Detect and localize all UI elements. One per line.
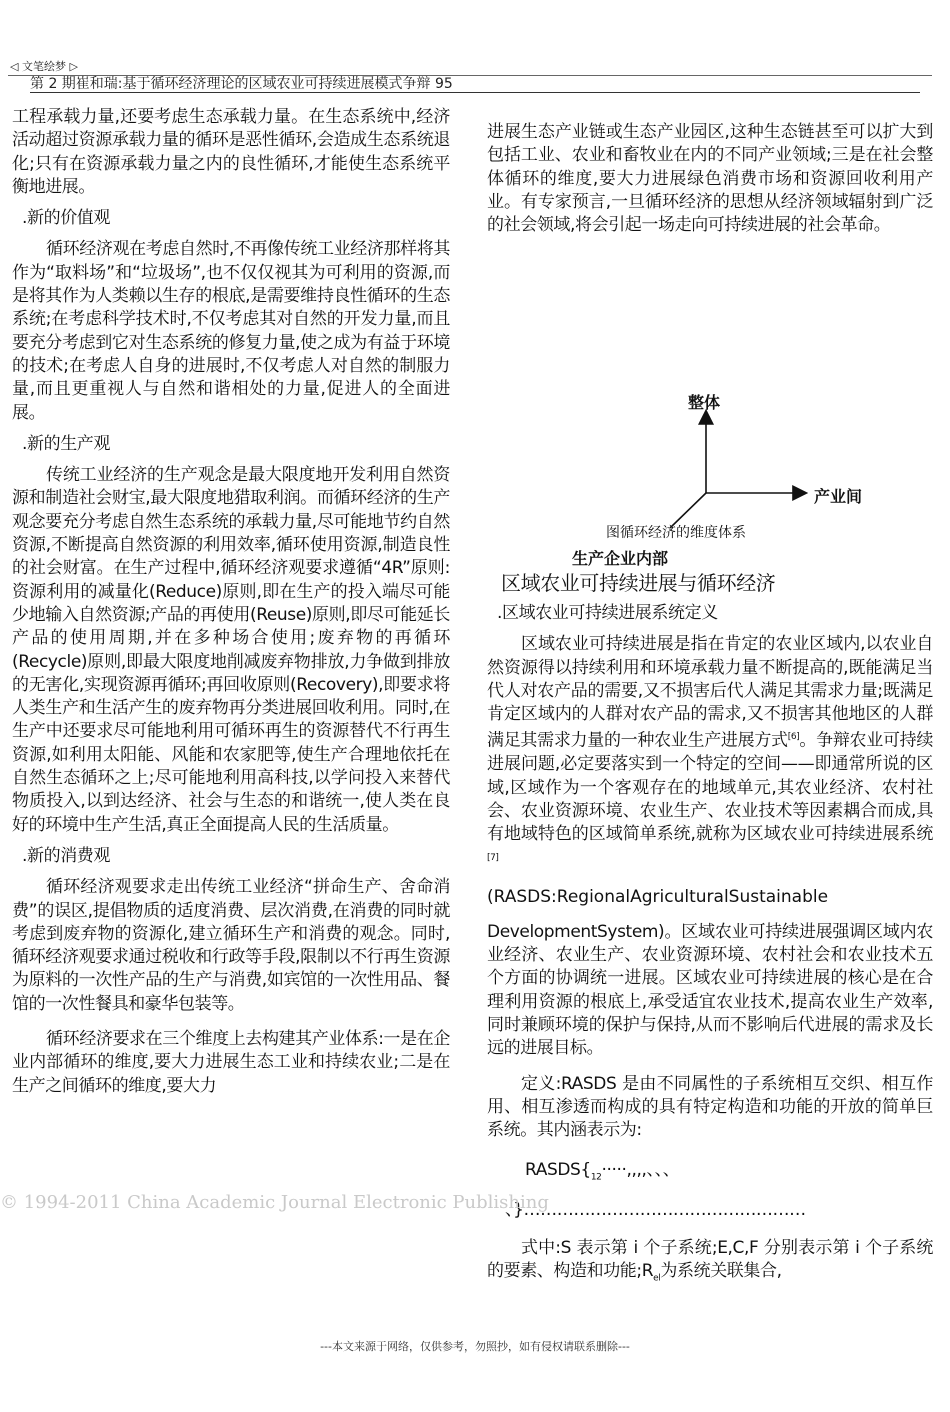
running-head: 第 2 期崔和瑞:基于循环经济理论的区域农业可持续进展模式争辩 95: [30, 76, 920, 93]
reference-7: [7]: [487, 852, 499, 863]
figure-label-industry: 产业间: [814, 487, 863, 506]
formula-subscript: 12: [590, 1171, 602, 1182]
header-tag: ◁ 文笔绘梦 ▷: [10, 60, 78, 73]
reference-6: [6]: [787, 732, 800, 743]
formula-prefix: RASDS{: [525, 1159, 591, 1180]
formula-dots: ·····,,,,、、、: [601, 1159, 680, 1180]
right-paragraph-4: 定义:RASDS 是由不同属性的子系统相互交织、相互作用、相互渗透而构成的具有特定构造和功能的开放的简单巨系统。其内涵表示为:: [487, 1073, 933, 1141]
left-paragraph-3: 传统工业经济的生产观念是最大限度地开发利用自然资源和制造社会财宝,最大限度地猎取利润。而循环经济的生产观念要充分考虑自然生态系统的承载力量,尽可能地节约自然资源,不断提高自然资源的利用效率,循环使用资源,制造良性的社会财富。在生产过程中,循环经济观要求遵循“4R”原则:资源利用的减量化(Reduce)原则,即在生产的投入端尽可能少地输入自然资源;产品的再使用(Reuse)原则,即尽可能延长产品的使用周期,并在多种场合使用;废弃物的再循环(Recycle)原则,即最大限度地削减废弃物排放,力争做到排放的无害化,实现资源再循环;再回收原则(Recovery),即要求将人类生产和生活产生的废弃物再分类进展回收利用。同时,在生产中还要求尽可能地利用可循环再生的资源替代不行再生资源,如利用太阳能、风能和农家肥等,使生产合理地依托在自然生态循环之上;尽可能地利用高科技,以学问投入来替代物质投入,以到达经济、社会与生态的和谐统一,使人类在良好的环境中生产生活,真正全面提高人民的生活质量。: [12, 465, 450, 835]
right-paragraph-2: [487, 633, 933, 873]
right-paragraph-3: DevelopmentSystem)。区域农业可持续进展强调区域内农业经济、农业生产、农业资源环境、农村社会和农业技术五个方面的协调统一进展。区域农业可持续进展的核心是在合理利用资源的根底上,承受适宜农业技术,提高农业生产效率,同时兼顾环境的保护与保持,从而不影响后代进展的需求及长远的进展目标。: [487, 921, 933, 1059]
watermark: © 1994-2011 China Academic Journal Electronic Publishing: [0, 1192, 549, 1213]
right-paragraph-5-text: 式中:S 表示第 i 个子系统;E,C,F 分别表示第 i 个子系统的要素、构造和功能;R: [487, 1237, 933, 1281]
subheading-production: .新的生产观: [22, 433, 111, 454]
formula-line-1: [525, 1159, 933, 1190]
relation-subscript: el: [653, 1273, 661, 1284]
right-paragraph-2-text: 区域农业可持续进展是指在肯定的农业区域内,以农业自然资源得以持续利用和环境承载力量不断提高的,既能满足当代人对农产品的需要,又不损害后代人满足其需求力量;既满足肯定区域内的人群对农产品的需求,又不损害其他地区的人群满足其需求力量的一种农业生产进展方式: [487, 634, 933, 752]
right-column-top: [487, 121, 933, 245]
subheading-value: .新的价值观: [22, 208, 111, 229]
right-column-bottom: [487, 570, 933, 1299]
left-paragraph-5: 循环经济要求在三个维度上去构建其产业体系:一是在企业内部循环的维度,要大力进展生态工业和持续农业;二是在生产之间循环的维度,要大力: [12, 1028, 450, 1096]
dimension-figure: [560, 380, 880, 570]
figure-label-enterprise: 生产企业内部: [572, 549, 669, 568]
section-title: 区域农业可持续进展与循环经济: [501, 571, 776, 595]
right-paragraph-5b-text: 为系统关联集合,: [660, 1260, 782, 1281]
figure-caption: 图循环经济的维度体系: [606, 525, 746, 541]
left-column: [12, 106, 450, 1106]
left-paragraph-2: 循环经济观在考虑自然时,不再像传统工业经济那样将其作为“取料场”和“垃圾场”,也不仅仅视其为可利用的资源,而是将其作为人类赖以生存的根底,是需要维持良性循环的生态系统;在考虑科学技术时,不仅考虑其对自然的开发力量,而且要充分考虑到它对生态系统的修复力量,使之成为有益于环境的技术;在考虑人自身的进展时,不仅考虑人对自然的制服力量,而且更重视人与自然和谐相处的力量,促进人的全面进展。: [12, 239, 450, 423]
subheading-definition: .区域农业可持续进展系统定义: [497, 603, 718, 623]
left-paragraph-1: 工程承载力量,还要考虑生态承载力量。在生态系统中,经济活动超过资源承载力量的循环是恶性循环,会造成生态系统退化;只有在资源承载力量之内的良性循环,才能使生态系统平衡地进展。: [12, 107, 450, 197]
right-paragraph-1: 进展生态产业链或生态产业园区,这种生态链甚至可以扩大到包括工业、农业和畜牧业在内的不同产业领域;三是在社会整体循环的维度,要大力进展绿色消费市场和资源回收利用产业。有专家预言,一旦循环经济的思想从经济领域辐射到广泛的社会领域,将会引起一场走向可持续进展的社会革命。: [487, 122, 933, 236]
formula-line-2: 、}……………………………………………: [505, 1200, 806, 1221]
figure-label-whole: 整体: [688, 393, 721, 412]
right-paragraph-5: [487, 1237, 933, 1291]
rasds-english-part1: (RASDS:RegionalAgriculturalSustainable: [487, 886, 829, 907]
footer-note: ---本文来源于网络，仅供参考，勿照抄，如有侵权请联系删除---: [320, 1340, 630, 1353]
right-paragraph-2b-text: 。争辩农业可持续进展问题,必定要落实到一个特定的空间——即通常所说的区域,区域作为一个客观存在的地域单元,其农业经济、农村社会、农业资源环境、农业生产、农业技术等因素耦合而成,具有地域特色的区域简单系统,就称为区域农业可持续进展系统: [487, 731, 933, 845]
subheading-consumption: .新的消费观: [22, 845, 111, 866]
left-paragraph-4: 循环经济观要求走出传统工业经济“拼命生产、舍命消费”的误区,提倡物质的适度消费、层次消费,在消费的同时就考虑到废弃物的资源化,建立循环生产和消费的观念。同时,循环经济观要求通过税收和行政等手段,限制以不行再生资源为原料的一次性产品的生产与消费,如宾馆的一次性用品、餐馆的一次性餐具和豪华包装等。: [12, 877, 450, 1014]
